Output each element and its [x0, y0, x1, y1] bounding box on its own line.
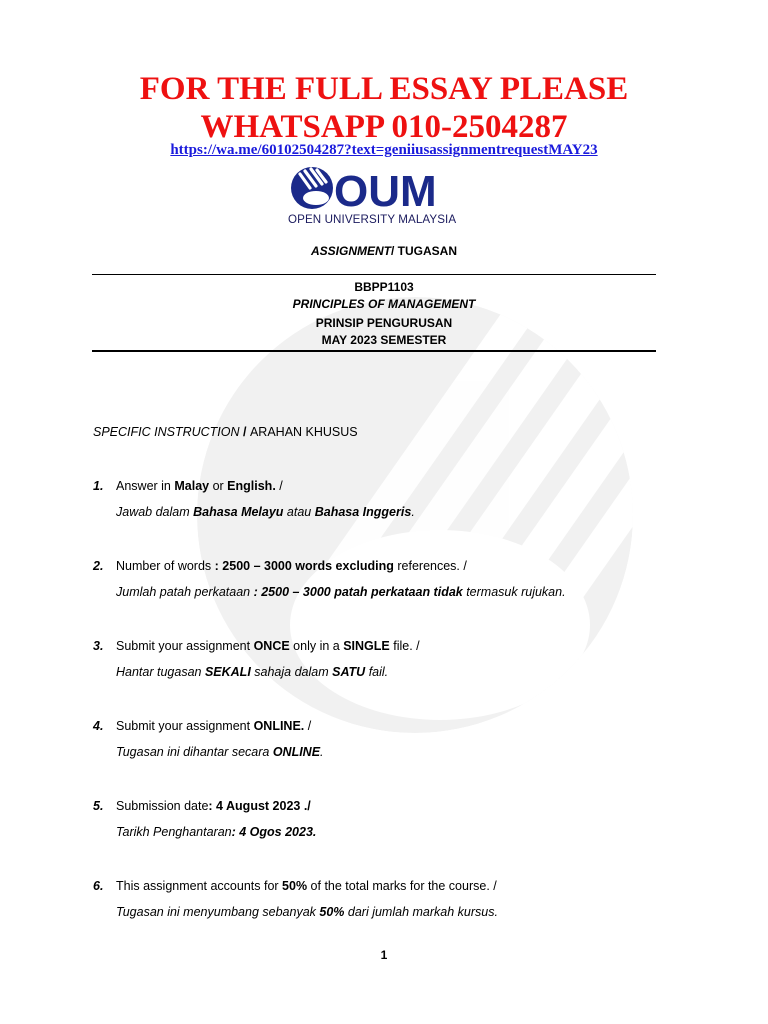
logo-wordmark: OUM	[334, 167, 437, 216]
bottom-rule	[92, 350, 656, 352]
course-code: BBPP1103	[354, 280, 414, 294]
item-malay: Jawab dalam Bahasa Melayu atau Bahasa Inggeris.	[116, 505, 415, 519]
item-number: 3.	[93, 639, 104, 653]
item-english: Answer in Malay or English. /	[116, 479, 283, 493]
item-number: 4.	[93, 719, 104, 733]
item-number: 1.	[93, 479, 104, 493]
item-english: Submission date: 4 August 2023 ./	[116, 799, 311, 813]
item-malay: Hantar tugasan SEKALI sahaja dalam SATU fail.	[116, 665, 389, 679]
item-number: 5.	[93, 799, 104, 813]
promo-line-1: FOR THE FULL ESSAY PLEASE	[139, 71, 629, 107]
item-number: 2.	[93, 559, 104, 573]
assignment-en: ASSIGNMENT	[310, 244, 391, 258]
instructions-title	[93, 425, 358, 439]
assignment-sep: /	[391, 244, 395, 258]
page-number: 1	[380, 948, 388, 962]
item-malay: Tarikh Penghantaran: 4 Ogos 2023.	[116, 825, 317, 839]
course-title-my: PRINSIP PENGURUSAN	[315, 316, 453, 330]
item-english: Submit your assignment ONLINE. /	[116, 719, 312, 733]
course-title-en: PRINCIPLES OF MANAGEMENT	[292, 297, 476, 311]
promo-line-2: WHATSAPP 010-2504287	[200, 109, 568, 145]
whatsapp-link[interactable]: https://wa.me/60102504287?text=geniiusassignmentrequestMAY23	[170, 142, 598, 158]
instructions-title-en: SPECIFIC INSTRUCTION	[93, 425, 240, 439]
item-malay: Tugasan ini dihantar secara ONLINE.	[116, 745, 324, 759]
semester: MAY 2023 SEMESTER	[321, 333, 447, 347]
item-english: Submit your assignment ONCE only in a SINGLE file. /	[116, 639, 420, 653]
promo-banner	[0, 70, 768, 146]
assignment-heading	[0, 244, 768, 258]
assignment-my: TUGASAN	[394, 244, 458, 258]
university-name: OPEN UNIVERSITY MALAYSIA	[288, 213, 457, 226]
instructions-title-my: ARAHAN KHUSUS	[249, 425, 358, 439]
instructions-title-sep: /	[239, 425, 250, 439]
item-number: 6.	[93, 879, 104, 893]
item-english: This assignment accounts for 50% of the total marks for the course. /	[116, 879, 497, 893]
top-rule	[92, 274, 656, 275]
item-english: Number of words : 2500 – 3000 words excluding references. /	[116, 559, 467, 573]
item-malay: Tugasan ini menyumbang sebanyak 50% dari jumlah markah kursus.	[116, 905, 498, 919]
item-malay: Jumlah patah perkataan : 2500 – 3000 patah perkataan tidak termasuk rujukan.	[116, 585, 566, 599]
